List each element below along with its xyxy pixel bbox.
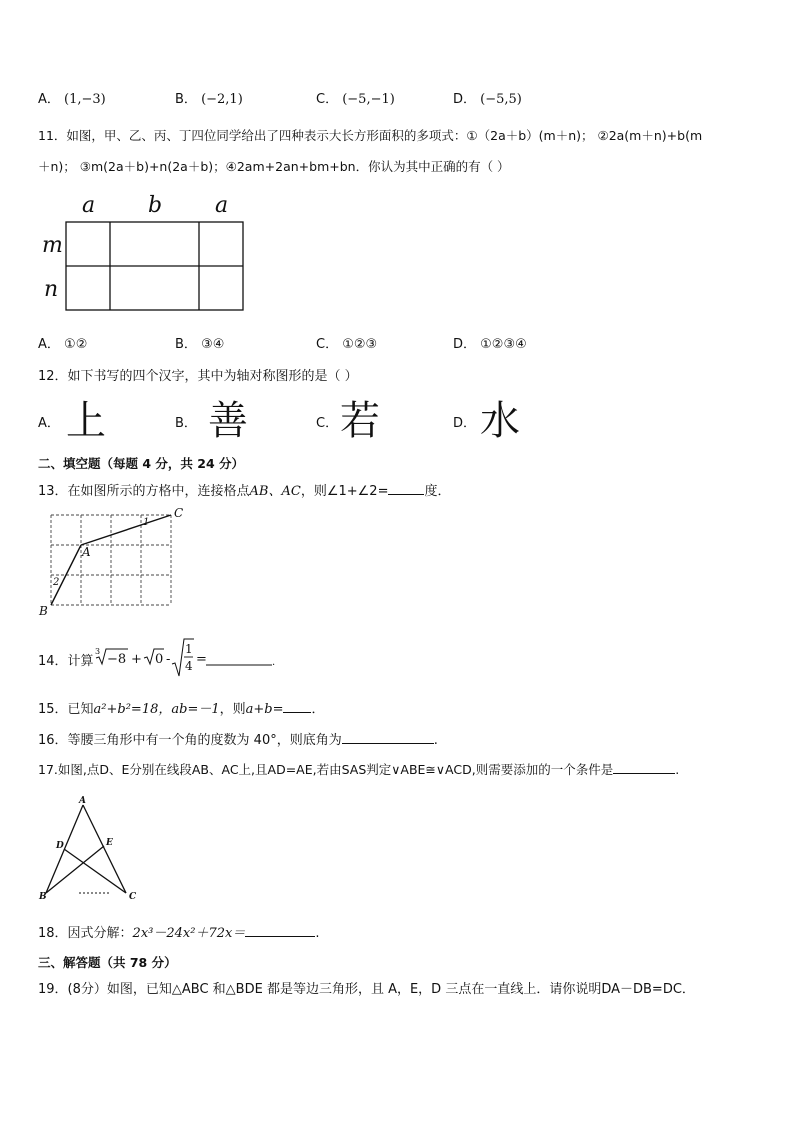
q12-option-a-char: 上 [66, 398, 106, 444]
q11-stem-line2: ＋n)； ③m(2a＋b)+n(2a＋b)；④2am+2an+bm+bn．你认为其中正确的有（ ） [38, 159, 510, 174]
q11-label-b: b [148, 193, 163, 218]
q13-label-1: 1 [143, 517, 150, 528]
svg-text:+: + [131, 652, 142, 667]
q14-expression [94, 636, 279, 680]
q11-option-b: B． ③④ [175, 337, 225, 352]
q17-label-d: D [56, 841, 64, 851]
q12-stem: 12．如下书写的四个汉字，其中为轴对称图形的是（ ） [38, 369, 358, 384]
q18-stem: 18．因式分解：2x³－24x²＋72x＝ . [38, 926, 320, 941]
q12-option-a-letter: A． [38, 416, 60, 431]
q10-option-d: D． (−5,5) [453, 92, 522, 107]
section3-title: 三、解答题（共 78 分） [38, 955, 177, 970]
q11-label-a-left: a [82, 193, 96, 218]
q14-frac-den: 4 [185, 659, 193, 673]
q18-answer-blank[interactable] [245, 924, 315, 937]
q11-option-c: C． ①②③ [316, 337, 378, 352]
q10-option-b: B． (−2,1) [175, 92, 243, 107]
q13-label-c: C [174, 506, 184, 520]
q14-stem: 14．计算 [38, 654, 94, 669]
q17-label-c: C [129, 892, 137, 902]
q13-label-2: 2 [53, 577, 60, 588]
q17-label-b: B [39, 892, 47, 902]
q10-option-a: A． (1,−3) [38, 92, 106, 107]
q10-option-c: C． (−5,−1) [316, 92, 395, 107]
q11-option-a: A． ①② [38, 337, 88, 352]
q16-answer-blank[interactable] [342, 731, 434, 744]
q13-grid-figure [36, 505, 196, 620]
q14-sqrt0-radicand: 0 [155, 652, 164, 667]
q12-option-d-letter: D． [453, 416, 477, 431]
svg-text:=: = [196, 652, 207, 667]
q13-label-a: A [82, 545, 91, 559]
q11-stem-line1: 11．如图，甲、乙、丙、丁四位同学给出了四种表示大长方形面积的多项式：①（2a＋b）(m＋n)； ②2a(m＋n)+b(m [38, 128, 703, 143]
q13-answer-blank[interactable] [388, 482, 424, 495]
q13-label-b: B [39, 604, 48, 618]
q16-stem: 16．等腰三角形中有一个角的度数为 40°，则底角为 . [38, 733, 438, 748]
q12-option-b-char: 善 [208, 398, 248, 444]
svg-text:-: - [166, 652, 171, 667]
q12-option-c-letter: C． [316, 416, 339, 431]
q14-frac-num: 1 [185, 642, 193, 656]
q12-option-d-char: 水 [480, 398, 520, 444]
q11-label-m: m [42, 233, 63, 258]
section2-title: 二、填空题（每题 4 分，共 24 分） [38, 456, 245, 471]
q17-label-e: E [106, 838, 113, 848]
q17-label-a: A [79, 796, 86, 806]
q11-label-n: n [44, 277, 59, 302]
q12-option-b-letter: B． [175, 416, 197, 431]
q11-option-d: D． ①②③④ [453, 337, 527, 352]
q17-triangle-figure [34, 795, 144, 905]
svg-text:.: . [272, 657, 276, 668]
q15-answer-blank[interactable] [283, 700, 311, 713]
svg-text:3: 3 [95, 647, 101, 656]
q13-stem: 13．在如图所示的方格中，连接格点AB、AC，则∠1+∠2= 度． [38, 484, 451, 499]
q11-rectangle-figure [38, 190, 253, 315]
q14-cbrt-radicand: −8 [107, 652, 127, 667]
q12-option-c-char: 若 [340, 398, 380, 444]
q19-stem: 19．(8分）如图，已知△ABC 和△BDE 都是等边三角形，且 A，E，D 三点在一直线上．请你说明DA－DB=DC． [38, 982, 695, 997]
q11-label-a-right: a [215, 193, 229, 218]
q17-answer-blank[interactable] [613, 761, 675, 774]
q15-stem: 15．已知a²+b²=18，ab=－1，则a+b= ． [38, 702, 325, 717]
q17-stem: 17.如图,点D、E分别在线段AB、AC上,且AD=AE,若由SAS判定∨ABE≅∨ACD,则需要添加的一个条件是 . [38, 762, 680, 777]
